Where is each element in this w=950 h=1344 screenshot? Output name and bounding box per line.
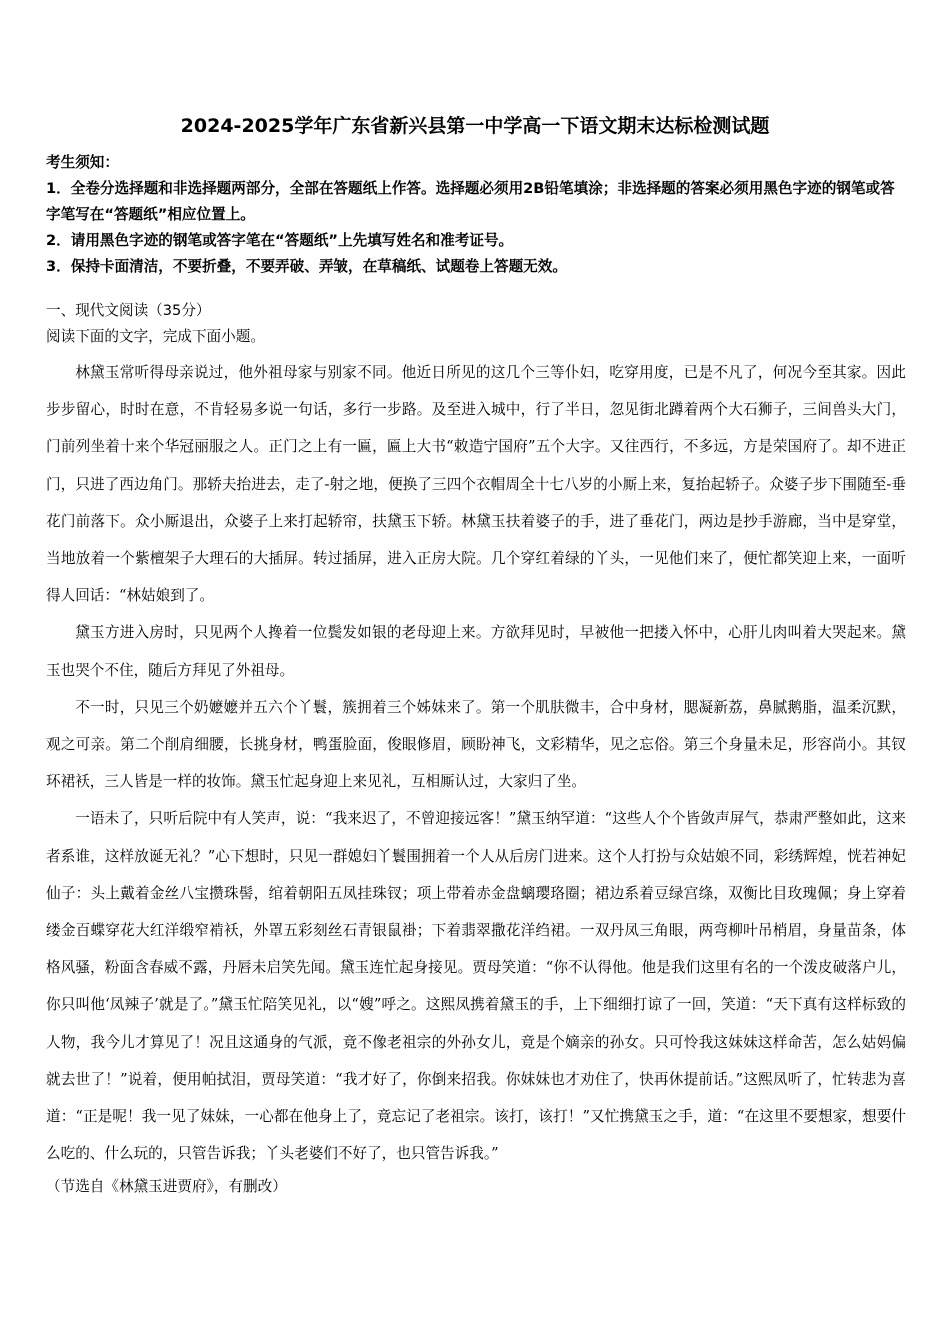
reading-passage xyxy=(46,354,906,1202)
notice-item: 1．全卷分选择题和非选择题两部分，全部在答题纸上作答。选择题必须用2B铅笔填涂；非选择题的答案必须用黑色字迹的钢笔或答字笔写在“答题纸”相应位置上。 xyxy=(46,180,895,223)
notice-item: 2．请用黑色字迹的钢笔或答字笔在“答题纸”上先填写姓名和准考证号。 xyxy=(46,232,514,249)
page-title: 2024-2025学年广东省新兴县第一中学高一下语文期末达标检测试题 xyxy=(180,115,770,137)
passage-paragraph: 林黛玉常听得母亲说过，他外祖母家与别家不同。他近日所见的这几个三等仆妇，吃穿用度，已是不凡了，何况今至其家。因此步步留心，时时在意，不肯轻易多说一句话，多行一步路。及至进入城中，行了半日，忽见街北蹲着两个大石狮子，三间兽头大门，门前列坐着十来个华冠丽服之人。正门之上有一匾，匾上大书“敕造宁国府”五个大字。又往西行，不多远，方是荣国府了。却不进正门，只进了西边角门。那轿夫抬进去，走了-射之地，便换了三四个衣帽周全十七八岁的小厮上来，复抬起轿子。众婆子步下围随至-垂花门前落下。众小厮退出，众婆子上来打起轿帘，扶黛玉下轿。林黛玉扶着婆子的手，进了垂花门，两边是抄手游廊，当中是穿堂，当地放着一个紫檀架子大理石的大插屏。转过插屏，进入正房大院。几个穿红着绿的丫头，一见他们来了，便忙都笑迎上来，一面听得人回话：“林姑娘到了。 xyxy=(46,364,906,605)
section-header xyxy=(46,298,906,350)
notice-heading: 考生须知： xyxy=(46,154,119,171)
exam-notice xyxy=(46,150,906,280)
passage-paragraph: 不一时，只见三个奶嬷嬷并五六个丫鬟，簇拥着三个姊妹来了。第一个肌肤微丰，合中身材，腮凝新荔，鼻腻鹅脂，温柔沉默，观之可亲。第二个削肩细腰，长挑身材，鸭蛋脸面，俊眼修眉，顾盼神飞，文彩精华，见之忘俗。第三个身量未足，形容尚小。其钗环裙袄，三人皆是一样的妆饰。黛玉忙起身迎上来见礼，互相厮认过，大家归了坐。 xyxy=(46,698,906,791)
passage-source: （节选自《林黛玉进贾府》，有删改） xyxy=(46,1178,287,1196)
notice-item: 3．保持卡面清洁，不要折叠，不要弄破、弄皱，在草稿纸、试题卷上答题无效。 xyxy=(46,258,567,275)
section-instruction: 阅读下面的文字，完成下面小题。 xyxy=(46,328,265,345)
passage-paragraph: 一语未了，只听后院中有人笑声，说：“我来迟了，不曾迎接远客！”黛玉纳罕道：“这些人个个皆敛声屏气，恭肃严整如此，这来者系谁，这样放诞无礼？”心下想时，只见一群媳妇丫鬟围拥着一个人从后房门进来。这个人打扮与众姑娘不同，彩绣辉煌，恍若神妃仙子：头上戴着金丝八宝攒珠髻，绾着朝阳五凤挂珠钗；项上带着赤金盘螭璎珞圈；裙边系着豆绿宫绦，双衡比目玫瑰佩；身上穿着缕金百蝶穿花大红洋缎窄褃袄，外罩五彩刻丝石青银鼠褂；下着翡翠撒花洋绉裙。一双丹凤三角眼，两弯柳叶吊梢眉，身量苗条，体格风骚，粉面含春威不露，丹唇未启笑先闻。黛玉连忙起身接见。贾母笑道：“你不认得他。他是我们这里有名的一个泼皮破落户儿，你只叫他‘凤辣子’就是了。”黛玉忙陪笑见礼，以“嫂”呼之。这熙凤携着黛玉的手，上下细细打谅了一回，笑道：“天下真有这样标致的人物，我今儿才算见了！况且这通身的气派，竟不像老祖宗的外孙女儿，竟是个嫡亲的孙女。只可怜我这妹妹这样命苦，怎么姑妈偏就去世了！”说着，便用帕拭泪，贾母笑道：“我才好了，你倒来招我。你妹妹也才劝住了，快再休提前话。”这熙凤听了，忙转悲为喜道：“正是呢！我一见了妹妹，一心都在他身上了，竟忘记了老祖宗。该打，该打！”又忙携黛玉之手，道：“在这里不要想家，想要什么吃的、什么玩的，只管告诉我；丫头老婆们不好了，也只管告诉我。” xyxy=(46,810,906,1163)
passage-paragraph: 黛玉方进入房时，只见两个人搀着一位鬓发如银的老母迎上来。方欲拜见时，早被他一把搂入怀中，心肝儿肉叫着大哭起来。黛玉也哭个不住，随后方拜见了外祖母。 xyxy=(46,624,906,679)
section-heading: 一、现代文阅读（35分） xyxy=(46,302,211,319)
